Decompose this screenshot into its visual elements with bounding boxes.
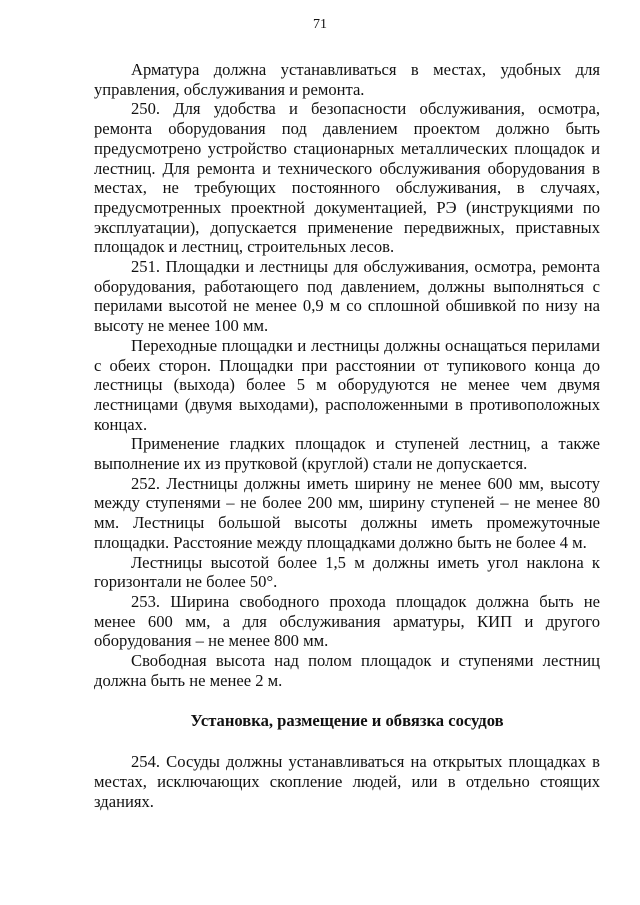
section-heading: Установка, размещение и обвязка сосудов: [190, 710, 504, 730]
document-body: [94, 60, 600, 811]
paragraph-254: 254. Сосуды должны устанавливаться на открытых площадках в местах, исключающих скопление людей, или в отдельно стоящих зданиях.: [94, 752, 600, 811]
paragraph-253: 253. Ширина свободного прохода площадок должна быть не менее 600 мм, а для обслуживания арматуры, КИП и другого оборудования – не менее 800 мм.: [94, 591, 600, 651]
paragraph-smooth-steps: Применение гладких площадок и ступеней лестниц, а также выполнение их из прутковой (круглой) стали не допускается.: [94, 434, 600, 474]
paragraph-252: 252. Лестницы должны иметь ширину не менее 600 мм, высоту между ступенями – не более 200 мм, ширину ступеней – не менее 80 мм. Лестницы большой высоты должны иметь промежуточные площадки. Расстояние между площадками должно быть не более 4 м.: [94, 473, 600, 552]
paragraph-250: 250. Для удобства и безопасности обслуживания, осмотра, ремонта оборудования под давлением проектом должно быть предусмотрено устройство стационарных металлических площадок и лестниц. Для ремонта и технического обслуживания оборудования в местах, не требующих постоянного обслуживания, в случаях, предусмотренных проектной документацией, РЭ (инструкциями по эксплуатации), допускается применение передвижных, приставных площадок и лестниц, строительных лесов.: [94, 99, 600, 257]
paragraph-251: 251. Площадки и лестницы для обслуживания, осмотра, ремонта оборудования, работающего под давлением, должны выполняться с перилами высотой не менее 0,9 м со сплошной обшивкой по низу на высоту не менее 100 мм.: [94, 257, 600, 336]
paragraph-transition-platforms: Переходные площадки и лестницы должны оснащаться перилами с обеих сторон. Площадки при расстоянии от тупикового конца до лестницы (выхода) более 5 м оборудуются не менее чем двумя лестницами (двумя выходами), расположенными в противоположных концах.: [94, 335, 600, 434]
paragraph-clear-height: Свободная высота над полом площадок и ступенями лестниц должна быть не менее 2 м.: [94, 651, 600, 690]
paragraph-stair-angle: Лестницы высотой более 1,5 м должны иметь угол наклона к горизонтали не более 50°.: [94, 552, 600, 592]
page-number: 71: [313, 17, 327, 32]
paragraph-fittings: Арматура должна устанавливаться в местах, удобных для управления, обслуживания и ремонта.: [94, 60, 600, 99]
